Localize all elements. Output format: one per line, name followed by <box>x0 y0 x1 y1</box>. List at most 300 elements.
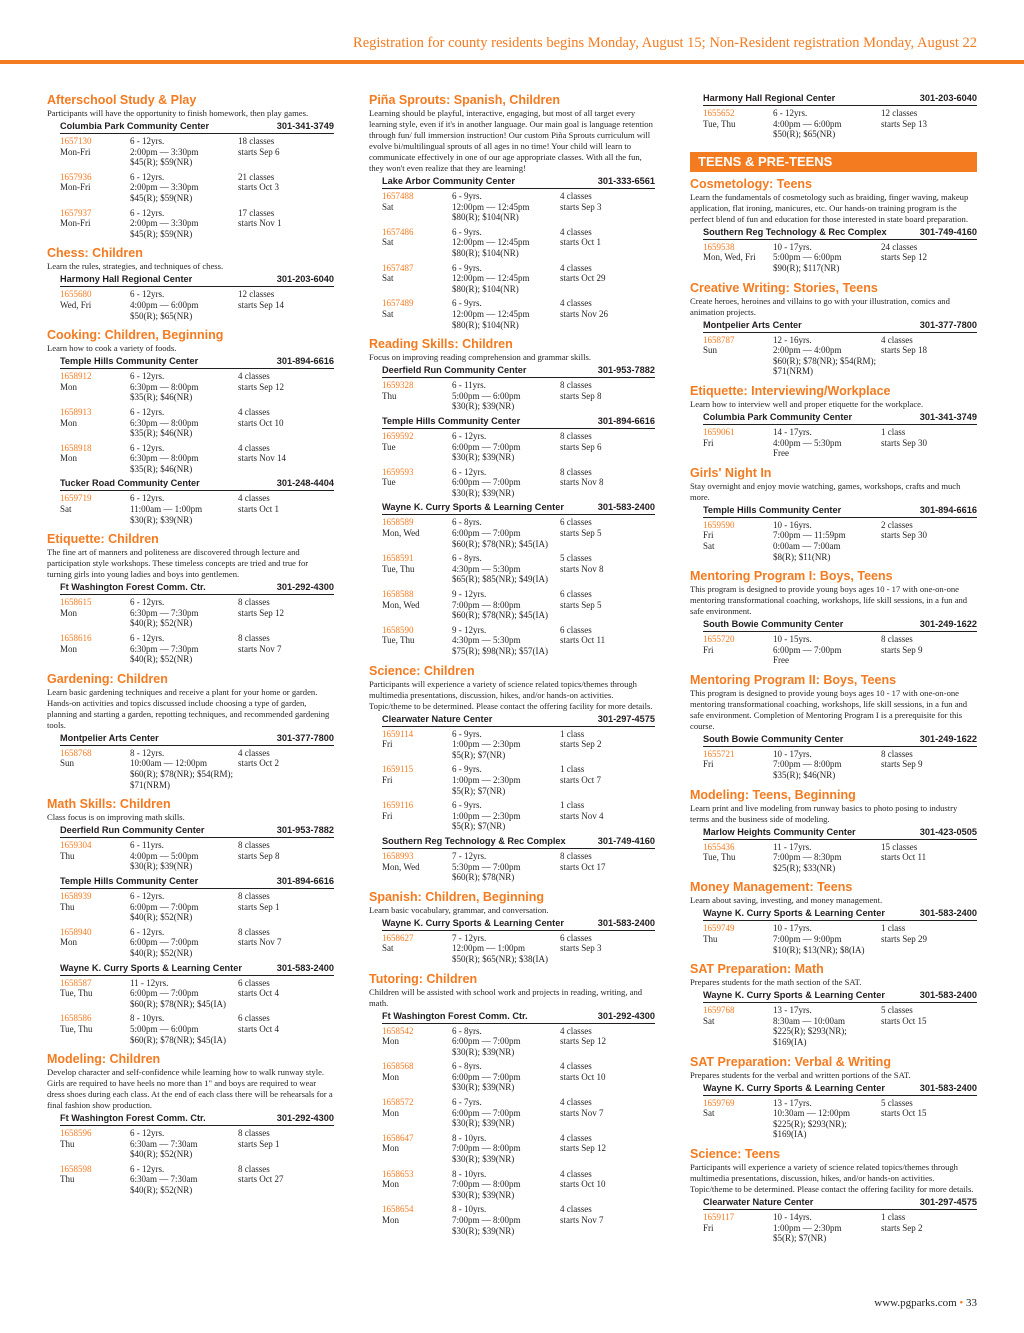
class-count: 8 classes <box>238 926 270 937</box>
location-header <box>703 827 977 840</box>
course-code[interactable]: 1659749 <box>703 923 735 934</box>
class-entry <box>382 1169 655 1201</box>
entry-id-days <box>60 172 130 204</box>
class-count: 4 classes <box>560 1025 592 1036</box>
course-code[interactable]: 1659304 <box>60 840 92 851</box>
course-code[interactable]: 1658627 <box>382 932 414 943</box>
entry-details <box>130 840 238 872</box>
start-date: starts Nov 26 <box>560 308 608 319</box>
program-description: This program is designed to provide young boys ages 10 - 17 with one-on-one mentoring transformational coaching, workshops, life skill sessions, in a fun and safe environment. Completion of Mentoring Program I is a prerequisite for this course. <box>690 687 968 731</box>
class-days: Thu <box>60 1138 75 1149</box>
class-fee: $40(R); $52(NR) <box>130 947 193 958</box>
entry-id-days <box>382 1133 452 1165</box>
location-phone: 301-341-3749 <box>919 411 977 422</box>
age-range: 14 - 17yrs. <box>773 426 812 437</box>
course-code[interactable]: 1658993 <box>382 850 414 861</box>
location-name: Temple Hills Community Center <box>60 875 199 886</box>
class-entry <box>703 1212 977 1244</box>
entry-id-days <box>60 1164 130 1196</box>
location-header <box>60 356 334 369</box>
class-count: 17 classes <box>238 207 275 218</box>
location-name: Clearwater Nature Center <box>703 1196 814 1207</box>
class-count: 8 classes <box>560 380 592 391</box>
course-code[interactable]: 1658647 <box>382 1132 414 1143</box>
class-days: Mon <box>60 607 78 618</box>
class-count: 1 class <box>560 728 585 739</box>
course-code[interactable]: 1658940 <box>60 926 92 937</box>
class-count: 4 classes <box>560 1168 592 1179</box>
class-entry <box>60 748 334 790</box>
age-range: 10 - 17yrs. <box>773 748 812 759</box>
class-entry <box>703 634 977 666</box>
program-title: Girls' Night In <box>690 465 772 480</box>
class-entry <box>60 1128 334 1160</box>
class-count: 6 classes <box>560 624 592 635</box>
class-fee: $75(R); $98(NR); $57(IA) <box>452 646 548 656</box>
class-count: 12 classes <box>238 289 275 300</box>
age-range: 8 - 10yrs. <box>452 1168 487 1179</box>
entry-id-days <box>703 749 773 781</box>
entry-schedule <box>238 289 334 321</box>
class-entry <box>382 1097 655 1129</box>
entry-schedule <box>238 443 334 475</box>
location-header <box>703 1197 977 1210</box>
class-days: Mon, Wed <box>382 861 420 872</box>
location-header <box>60 733 334 746</box>
class-time: 1:00pm — 2:30pm <box>452 810 521 821</box>
course-code[interactable]: 1659593 <box>382 466 414 477</box>
entry-details <box>130 597 238 629</box>
entry-details <box>452 625 560 657</box>
location-name: Lake Arbor Community Center <box>382 176 515 186</box>
start-date: starts Nov 7 <box>560 1215 604 1225</box>
course-code[interactable]: 1659768 <box>703 1005 735 1016</box>
course-code[interactable]: 1655721 <box>703 748 735 759</box>
entry-id-days <box>703 1005 773 1047</box>
entry-details <box>130 891 238 923</box>
course-code[interactable]: 1658653 <box>382 1168 414 1179</box>
class-fee: $60(R); $78(NR) <box>452 872 515 883</box>
class-count: 8 classes <box>238 633 270 644</box>
program-title: SAT Preparation: Verbal & Writing <box>690 1054 891 1069</box>
footer-url[interactable]: www.pgparks.com <box>874 1297 957 1309</box>
entry-schedule <box>560 1204 655 1236</box>
entry-details <box>452 764 560 796</box>
class-fee: $30(R); $39(NR) <box>130 861 193 872</box>
class-entry <box>60 136 334 168</box>
location-header <box>60 963 334 976</box>
course-code[interactable]: 1659592 <box>382 430 414 441</box>
class-time: 7:00pm — 8:00pm <box>773 759 842 770</box>
entry-schedule <box>560 589 655 621</box>
location-phone: 301-292-4300 <box>276 582 334 593</box>
program-block <box>690 466 977 562</box>
course-code[interactable]: 1655652 <box>703 108 735 118</box>
course-code[interactable]: 1659769 <box>703 1097 735 1108</box>
entry-details <box>452 933 560 965</box>
program-title: Modeling: Children <box>47 1052 161 1067</box>
start-date: starts Sep 6 <box>238 146 280 157</box>
course-code[interactable]: 1658912 <box>60 371 92 382</box>
course-code[interactable]: 1657937 <box>60 207 92 218</box>
entry-id-days <box>382 589 452 621</box>
age-range: 6 - 8yrs. <box>452 1061 482 1072</box>
class-days: Thu <box>60 850 75 861</box>
age-range: 10 - 16yrs. <box>773 519 812 530</box>
start-date: starts Oct 4 <box>238 988 279 999</box>
entry-schedule <box>238 840 334 872</box>
column-2 <box>369 93 655 1243</box>
entry-id-days <box>382 1061 452 1093</box>
entry-details <box>130 443 238 475</box>
start-date: starts Oct 2 <box>238 758 279 769</box>
class-entry <box>60 597 334 629</box>
entry-details <box>452 1026 560 1058</box>
footer-separator: • <box>959 1297 964 1309</box>
entry-details <box>452 800 560 832</box>
start-date: starts Oct 1 <box>238 504 279 515</box>
location-phone: 301-749-4160 <box>597 835 655 846</box>
class-fee: $60(R); $78(NR); $54(RM); $71(NRM) <box>130 769 233 790</box>
class-entry <box>382 729 655 761</box>
course-code[interactable]: 1659116 <box>382 800 414 811</box>
program-description: The fine art of manners and politeness are discovered through lecture and participation style workshops. These timeless concepts are tried and true for turning girls into young ladies and boys into gentlemen. <box>47 547 309 580</box>
entry-schedule <box>881 242 977 274</box>
entry-id-days <box>60 136 130 168</box>
class-time: 7:00pm — 8:00pm <box>452 1179 521 1190</box>
class-days: Mon, Wed <box>382 528 420 539</box>
age-range: 6 - 8yrs. <box>452 517 482 528</box>
class-count: 4 classes <box>560 262 592 273</box>
course-code[interactable]: 1657130 <box>60 136 92 146</box>
course-code[interactable]: 1658918 <box>60 442 92 453</box>
class-days: Mon <box>382 1179 400 1190</box>
location-name: Wayne K. Curry Sports & Learning Center <box>703 908 885 919</box>
entry-schedule <box>560 298 655 330</box>
start-date: starts Oct 11 <box>560 635 606 646</box>
age-range: 6 - 9yrs. <box>452 262 482 273</box>
class-fee: $35(R); $46(NR) <box>130 428 193 439</box>
course-code[interactable]: 1658616 <box>60 633 92 644</box>
course-code[interactable]: 1659117 <box>703 1211 735 1222</box>
class-count: 1 class <box>560 800 585 811</box>
location-phone: 301-292-4300 <box>597 1010 655 1021</box>
course-code[interactable]: 1658542 <box>382 1025 414 1036</box>
age-range: 6 - 12yrs. <box>130 289 165 300</box>
age-range: 6 - 12yrs. <box>130 1163 165 1174</box>
program-block <box>47 1052 334 1196</box>
class-days: Mon <box>60 643 78 654</box>
start-date: starts Nov 4 <box>560 810 604 821</box>
program-block <box>690 880 977 955</box>
class-count: 8 classes <box>881 748 913 759</box>
age-range: 12 - 16yrs. <box>773 334 812 345</box>
class-count: 1 class <box>560 764 585 775</box>
course-code[interactable]: 1657489 <box>382 298 414 309</box>
entry-schedule <box>881 749 977 781</box>
class-days: Tue, Thu <box>382 635 415 646</box>
class-count: 4 classes <box>560 1132 592 1143</box>
entry-schedule <box>881 520 977 562</box>
start-date: starts Sep 3 <box>560 201 602 212</box>
entry-id-days <box>382 764 452 796</box>
class-time: 1:00pm — 2:30pm <box>452 739 521 750</box>
course-code[interactable]: 1657488 <box>382 191 414 201</box>
location-name: Ft Washington Forest Comm. Ctr. <box>382 1010 528 1021</box>
start-date: starts Oct 27 <box>238 1174 284 1185</box>
program-block <box>690 962 977 1047</box>
program-title: Math Skills: Children <box>47 797 171 812</box>
entry-id-days <box>382 227 452 259</box>
class-fee: $80(R); $104(NR) <box>452 212 519 223</box>
class-days: Sun <box>703 345 718 356</box>
course-code[interactable]: 1658939 <box>60 890 92 901</box>
class-entry <box>60 371 334 403</box>
course-code[interactable]: 1658568 <box>382 1061 414 1072</box>
location-header <box>382 918 655 931</box>
class-entry <box>60 208 334 240</box>
age-range: 6 - 12yrs. <box>130 890 165 901</box>
class-count: 6 classes <box>238 1013 270 1024</box>
class-fee: $45(R); $59(NR) <box>130 192 193 203</box>
entry-details <box>130 208 238 240</box>
entry-schedule <box>560 553 655 585</box>
start-date: starts Sep 12 <box>238 607 284 618</box>
course-code[interactable]: 1658654 <box>382 1204 414 1215</box>
course-code[interactable]: 1655680 <box>60 289 92 300</box>
program-block <box>369 890 655 965</box>
class-fee: $8(R); $11(NR) <box>773 551 831 562</box>
age-range: 6 - 12yrs. <box>130 406 165 417</box>
location-phone: 301-894-6616 <box>597 415 655 426</box>
class-entry <box>382 263 655 295</box>
class-entry <box>382 517 655 549</box>
entry-schedule <box>560 263 655 295</box>
class-days: Tue <box>382 477 396 488</box>
course-code[interactable]: 1658598 <box>60 1163 92 1174</box>
class-fee: $10(R); $13(NR); $8(IA) <box>773 944 865 955</box>
class-entry <box>703 335 977 377</box>
program-block <box>690 569 977 666</box>
entry-details <box>130 1013 238 1045</box>
entry-schedule <box>238 597 334 629</box>
entry-id-days <box>382 553 452 585</box>
age-range: 13 - 17yrs. <box>773 1005 812 1016</box>
class-entry <box>60 172 334 204</box>
course-code[interactable]: 1659538 <box>703 241 735 252</box>
location-header <box>703 320 977 333</box>
class-count: 5 classes <box>881 1097 913 1108</box>
start-date: starts Sep 14 <box>238 299 284 310</box>
location-phone: 301-248-4404 <box>276 478 334 489</box>
course-code[interactable]: 1658572 <box>382 1097 414 1108</box>
class-entry <box>60 891 334 923</box>
class-days: Mon <box>60 937 78 948</box>
age-range: 8 - 10yrs. <box>452 1132 487 1143</box>
class-days: Mon <box>382 1215 400 1225</box>
program-title: Money Management: Teens <box>690 880 853 895</box>
entry-schedule <box>238 633 334 665</box>
location-phone: 301-203-6040 <box>919 93 977 103</box>
age-range: 6 - 11yrs. <box>130 840 164 851</box>
entry-id-days <box>60 208 130 240</box>
location-phone: 301-894-6616 <box>276 875 334 886</box>
class-fee: $60(R); $78(NR); $45(IA) <box>130 998 226 1009</box>
class-time: 7:00pm — 9:00pm <box>773 934 842 945</box>
start-date: starts Oct 11 <box>881 852 927 863</box>
program-description: This program is designed to provide young boys ages 10 - 17 with one-on-one mentoring transformational coaching, workshops, life skill sessions, in a fun and safe environment. <box>690 584 968 617</box>
class-count: 8 classes <box>238 890 270 901</box>
class-fee: $65(R); $85(NR); $49(IA) <box>452 574 548 585</box>
location-name: Harmony Hall Regional Center <box>703 93 836 103</box>
entry-details <box>452 589 560 621</box>
course-code[interactable]: 1659719 <box>60 493 92 504</box>
course-code[interactable]: 1658587 <box>60 977 92 988</box>
course-code[interactable]: 1657487 <box>382 262 414 273</box>
class-entry <box>703 242 977 274</box>
location-header <box>703 619 977 632</box>
age-range: 6 - 8yrs. <box>452 553 482 564</box>
class-days: Mon-Fri <box>60 146 91 157</box>
entry-schedule <box>560 431 655 463</box>
location-name: Temple Hills Community Center <box>703 504 842 515</box>
class-days: Mon <box>382 1143 400 1154</box>
course-code[interactable]: 1658615 <box>60 597 92 608</box>
header-rule <box>0 60 1024 64</box>
entry-details <box>452 729 560 761</box>
program-title: Mentoring Program II: Boys, Teens <box>690 672 897 687</box>
class-count: 5 classes <box>560 553 592 564</box>
start-date: starts Sep 29 <box>881 934 927 945</box>
course-code[interactable]: 1659114 <box>382 728 414 739</box>
class-fee: $5(R); $7(NR) <box>452 749 506 760</box>
class-count: 4 classes <box>560 298 592 309</box>
class-entry <box>703 749 977 781</box>
age-range: 6 - 9yrs. <box>452 226 482 237</box>
location-phone: 301-297-4575 <box>919 1196 977 1207</box>
age-range: 13 - 17yrs. <box>773 1097 812 1108</box>
entry-id-days <box>382 1169 452 1201</box>
class-fee: Free <box>773 448 789 459</box>
class-entry <box>703 842 977 874</box>
class-entry <box>382 1204 655 1236</box>
entry-details <box>452 1169 560 1201</box>
course-code[interactable]: 1658768 <box>60 747 92 758</box>
course-code[interactable]: 1658787 <box>703 334 735 345</box>
age-range: 10 - 15yrs. <box>773 634 812 645</box>
class-count: 5 classes <box>881 1005 913 1016</box>
location-name: Columbia Park Community Center <box>703 411 853 422</box>
class-time: 7:00pm — 11:59pm 0:00am — 7:00am <box>773 530 846 551</box>
section-banner: TEENS & PRE-TEENS <box>690 152 977 172</box>
location-name: Wayne K. Curry Sports & Learning Center <box>382 917 564 928</box>
course-code[interactable]: 1655436 <box>703 841 735 852</box>
class-days: Mon, Wed <box>382 599 420 610</box>
entry-id-days <box>703 335 773 377</box>
program-block <box>47 532 334 665</box>
course-code[interactable]: 1657936 <box>60 171 92 182</box>
location-header <box>703 412 977 425</box>
location-header <box>382 416 655 429</box>
entry-id-days <box>382 191 452 223</box>
entry-schedule <box>560 227 655 259</box>
course-code[interactable]: 1658586 <box>60 1013 92 1024</box>
entry-details <box>452 431 560 463</box>
age-range: 8 - 10yrs. <box>130 1013 165 1024</box>
start-date: starts Sep 9 <box>881 759 923 770</box>
program-block <box>690 1055 977 1140</box>
course-code[interactable]: 1658591 <box>382 553 414 564</box>
location-header <box>60 478 334 491</box>
entry-details <box>130 978 238 1010</box>
class-count: 6 classes <box>560 589 592 600</box>
class-time: 4:30pm — 5:30pm <box>452 563 521 574</box>
class-fee: $25(R); $33(NR) <box>773 862 836 873</box>
class-days: Sat <box>703 1108 715 1119</box>
location-header <box>60 121 334 134</box>
age-range: 6 - 9yrs. <box>452 728 482 739</box>
class-days: Fri <box>382 810 393 821</box>
course-code[interactable]: 1658596 <box>60 1128 92 1139</box>
start-date: starts Sep 2 <box>560 739 602 750</box>
course-code[interactable]: 1658913 <box>60 406 92 417</box>
entry-id-days <box>703 923 773 955</box>
course-code[interactable]: 1659328 <box>382 380 414 391</box>
course-code[interactable]: 1657486 <box>382 226 414 237</box>
class-time: 6:00pm — 7:00pm <box>130 901 199 912</box>
course-code[interactable]: 1659590 <box>703 519 735 530</box>
class-fee: $40(R); $52(NR) <box>130 912 193 923</box>
class-time: 2:00pm — 3:30pm <box>130 146 199 157</box>
class-count: 8 classes <box>560 466 592 477</box>
location-phone: 301-333-6561 <box>597 176 655 186</box>
class-time: 12:00pm — 1:00pm <box>452 943 526 954</box>
start-date: starts Nov 7 <box>238 643 282 654</box>
class-fee: $30(R); $39(NR) <box>452 1046 515 1057</box>
course-code[interactable]: 1659061 <box>703 426 735 437</box>
entry-id-days <box>60 597 130 629</box>
class-fee: $50(R); $65(NR); $38(IA) <box>452 953 548 964</box>
class-time: 1:00pm — 2:30pm <box>773 1222 842 1233</box>
location-name: Wayne K. Curry Sports & Learning Center <box>60 962 242 973</box>
program-title: Gardening: Children <box>47 671 168 686</box>
program-description: Prepares students for the verbal and written portions of the SAT. <box>690 1069 911 1080</box>
class-count: 18 classes <box>238 136 275 146</box>
start-date: starts Sep 5 <box>560 599 602 610</box>
course-code[interactable]: 1658588 <box>382 589 414 600</box>
course-code[interactable]: 1655720 <box>703 634 735 645</box>
age-range: 6 - 8yrs. <box>452 1025 482 1036</box>
start-date: starts Sep 30 <box>881 437 927 448</box>
age-range: 7 - 12yrs. <box>452 932 487 943</box>
class-time: 6:30am — 7:30am <box>130 1174 198 1185</box>
course-code[interactable]: 1659115 <box>382 764 414 775</box>
class-fee: $35(R); $46(NR) <box>773 770 836 781</box>
entry-details <box>773 427 881 459</box>
class-fee: $60(R); $78(NR); $45(IA) <box>452 538 548 549</box>
course-code[interactable]: 1658589 <box>382 517 414 528</box>
class-entry <box>703 520 977 562</box>
entry-id-days <box>382 517 452 549</box>
entry-schedule <box>238 493 334 525</box>
location-header <box>60 876 334 889</box>
entry-id-days <box>703 427 773 459</box>
program-description: Learning should be playful, interactive, engaging, but most of all target every learning style, even if it's in another language. Our main goal is language retention through fun/ full immersion instruction! Our custom Piña Sprouts curriculum will evolve bi/multilingual sprouts of all ages in no time! Your child will learn to communicate effectively in one of our age appropriate classes. With all the fun, they won't even realize that they are learning! <box>369 108 653 173</box>
class-fee: $30(R); $39(NR) <box>452 452 515 463</box>
class-days: Thu <box>703 934 718 945</box>
program-title: Cosmetology: Teens <box>690 176 813 191</box>
course-code[interactable]: 1658590 <box>382 624 414 635</box>
